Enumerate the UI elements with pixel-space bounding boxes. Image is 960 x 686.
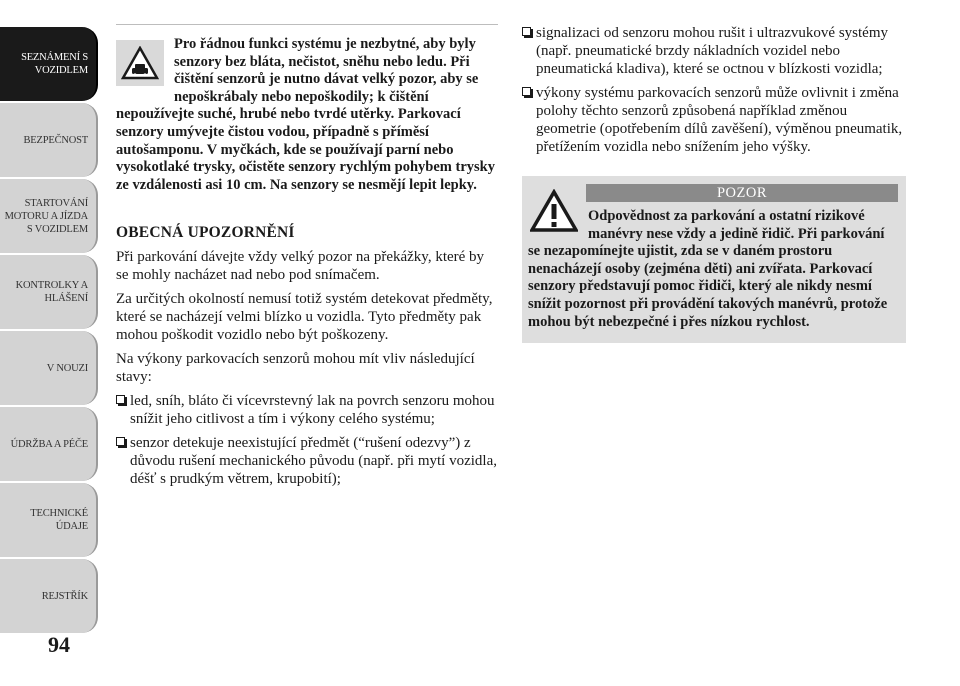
list-item: výkony systému parkovacích senzorů může ovlivnit i změna polohy těchto senzorů způsobená například změnou geometrie (opotřebením dílů zavěšení), výměnou pneumatik, přetížením vozidla nebo snížením jeho výšky.	[522, 84, 906, 156]
tab-kontrolky[interactable]: KONTROLKY A HLÁŠENÍ	[0, 255, 98, 329]
tab-v-nouzi[interactable]: V NOUZI	[0, 331, 98, 405]
tab-startovani[interactable]: STARTOVÁNÍ MOTORU A JÍZDA S VOZIDLEM	[0, 179, 98, 253]
list-item: senzor detekuje neexistující předmět (“rušení odezvy”) z důvodu rušení mechanického původu (např. při mytí vozidla, déšť s prudkým větrem, krupobití);	[116, 434, 498, 488]
notice-text: Odpovědnost za parkování a ostatní rizikové manévry nese vždy a jedině řidič. Při parkování se nezapomínejte ujistit, zda se v daném prostoru nenacházejí osoby (zejména děti) ani zvířata. Parkovací senzory představují pomoc řidiči, který ale nikdy nesmí snížit pozornost při provádění takových manévrů, protože mohou být nebezpečné i přes nízkou rychlost.	[528, 208, 888, 330]
notice-title: POZOR	[586, 184, 898, 202]
paragraph-2: Za určitých okolností nemusí totiž systém detekovat předměty, které se nacházejí velmi blízko u vozidla. Tyto předměty pak mohou poškodit vozidlo nebo být poškozeny.	[116, 291, 493, 344]
notice-box	[522, 176, 906, 343]
warning-triangle-icon	[528, 186, 580, 236]
tab-bezpecnost[interactable]: BEZPEČNOST	[0, 103, 98, 177]
page-number: 94	[48, 632, 70, 657]
divider	[116, 24, 498, 25]
checkbox-bullet-icon	[522, 84, 536, 156]
section-heading: OBECNÁ UPOZORNĚNÍ	[116, 224, 295, 242]
checkbox-bullet-icon	[116, 392, 130, 428]
caution-text: Pro řádnou funkci systému je nezbytné, aby byly senzory bez bláta, nečistot, sněhu nebo ledu. Při čištění senzorů je nutno dávat velký pozor, aby se nepoškrábaly nebo nepoškodily; k čištění nepoužívejte suché, hrubé nebo tvrdé utěrky. Parkovací senzory umývejte čistou vodou, případně s příměsí autošamponu. V myčkách, kde se používají parní nebo vysokotlaké trysky, očistěte senzory rychlým pohybem trysky ze vzdálenosti asi 10 cm. Na senzory se nesmějí lepit lepky.	[116, 36, 495, 193]
checkbox-bullet-icon	[522, 24, 536, 78]
caution-block	[116, 36, 498, 194]
tab-seznameni-s-vozidlem[interactable]: SEZNÁMENÍ S VOZIDLEM	[0, 27, 98, 101]
paragraph-1: Při parkování dávejte vždy velký pozor na překážky, které by se mohly nacházet nad nebo pod snímačem.	[116, 249, 485, 284]
left-column	[116, 26, 498, 494]
list-item: led, sníh, bláto či vícevrstevný lak na povrch senzoru mohou snížit jeho citlivost a tím i výkony celého systému;	[116, 392, 498, 428]
list-item: signalizaci od senzoru mohou rušit i ultrazvukové systémy (např. pneumatické brzdy nákladních vozidel nebo pneumatická kladiva), které se octnou v blízkosti vozidla;	[522, 24, 906, 78]
paragraph-3: Na výkony parkovacích senzorů mohou mít vliv následující stavy:	[116, 351, 475, 386]
tab-technicke-udaje[interactable]: TECHNICKÉ ÚDAJE	[0, 483, 98, 557]
tab-rejstrik[interactable]: REJSTŘÍK	[0, 559, 98, 633]
tab-udrzba[interactable]: ÚDRŽBA A PÉČE	[0, 407, 98, 481]
checkbox-bullet-icon	[116, 434, 130, 488]
right-column	[522, 24, 906, 343]
car-warning-triangle-icon	[116, 40, 164, 86]
